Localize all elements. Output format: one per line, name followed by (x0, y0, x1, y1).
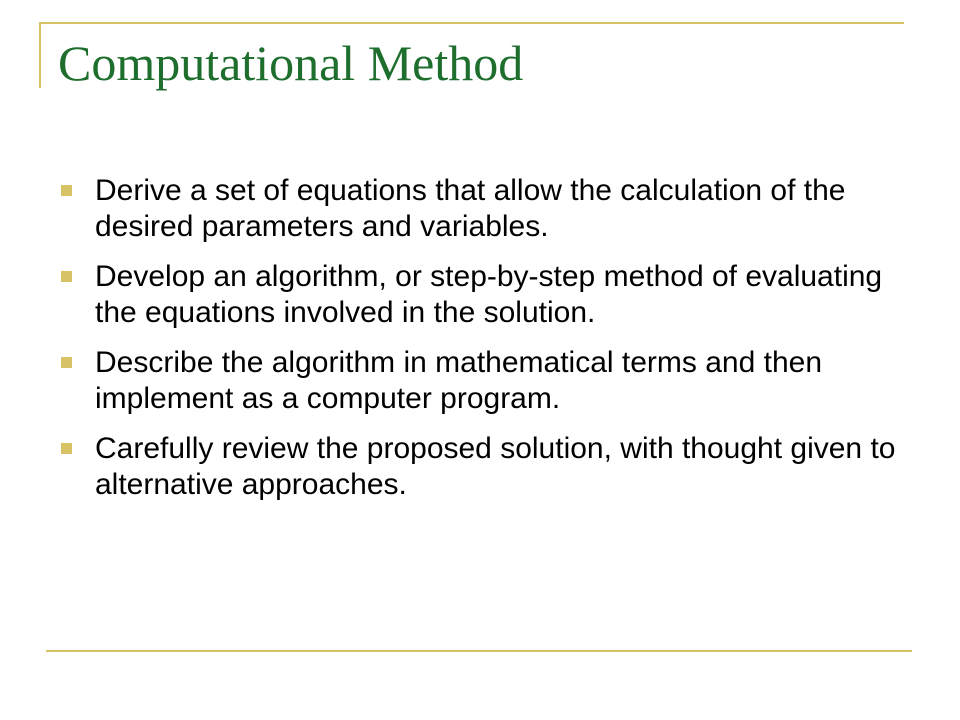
slide-title: Computational Method (58, 35, 524, 91)
bullet-text: Derive a set of equations that allow the calculation of the desired parameters and variables. (95, 174, 846, 243)
bullet-text: Describe the algorithm in mathematical terms and then implement as a computer program. (95, 346, 823, 415)
square-bullet-icon (61, 443, 72, 454)
bullet-item (60, 345, 910, 417)
bullet-item (60, 431, 910, 503)
bottom-border-line (46, 650, 912, 652)
bullet-item (60, 259, 910, 331)
top-border-line (40, 22, 904, 24)
bullet-text: Develop an algorithm, or step-by-step method of evaluating the equations involved in the solution. (95, 260, 883, 329)
left-border-line (39, 22, 41, 88)
square-bullet-icon (61, 271, 72, 282)
bullet-list (60, 173, 910, 517)
square-bullet-icon (61, 357, 72, 368)
square-bullet-icon (61, 185, 72, 196)
bullet-text: Carefully review the proposed solution, with thought given to alternative approaches. (95, 432, 896, 501)
bullet-item (60, 173, 910, 245)
